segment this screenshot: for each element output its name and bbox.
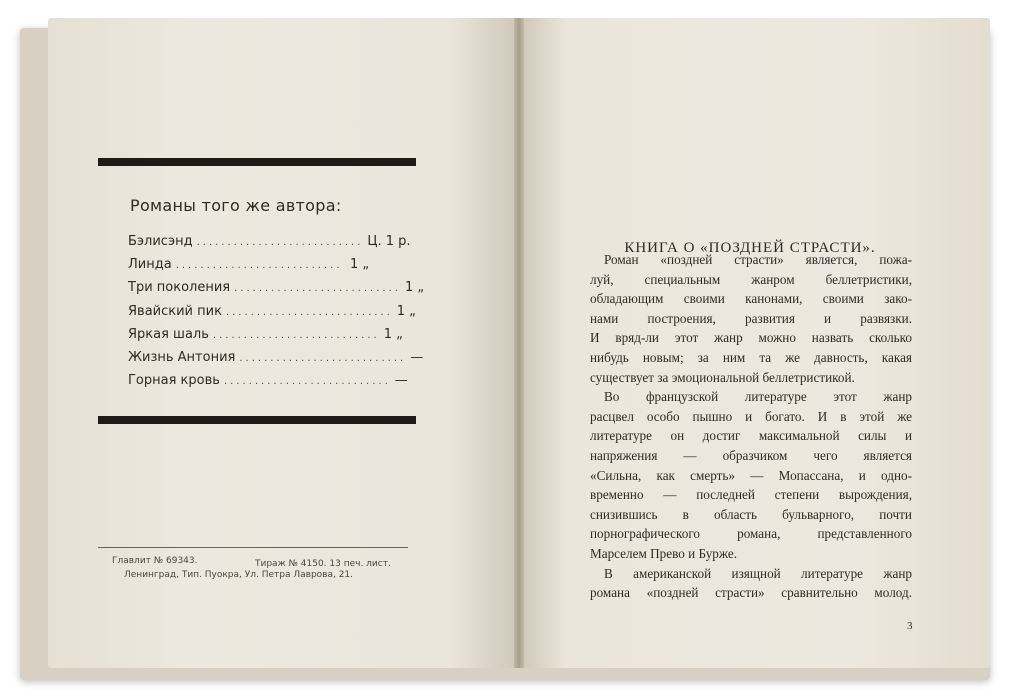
leader-dots: ........................... bbox=[196, 237, 364, 248]
book-list-item bbox=[128, 257, 398, 280]
text-line: И вряд-ли этот жанр можно назвать сколько bbox=[590, 330, 912, 346]
book-title: Линда bbox=[128, 257, 172, 273]
text-line: литературе он достиг максимальной силы и bbox=[590, 428, 912, 444]
book-spine bbox=[514, 18, 524, 668]
imprint-print-run: Тираж № 4150. 13 печ. лист. bbox=[255, 559, 391, 569]
book-list-item bbox=[128, 373, 408, 396]
book-list-item bbox=[128, 234, 411, 257]
book-price: 1 „ bbox=[383, 326, 403, 342]
text-line: обладающим своими канонами, своими зако- bbox=[590, 291, 912, 307]
book-price: Ц. 1 р. bbox=[367, 234, 411, 249]
book-list bbox=[128, 234, 425, 396]
book-title: Три поколения bbox=[128, 280, 231, 296]
book-price: 1 „ bbox=[404, 280, 425, 296]
text-line: В американской изящной литературе жанр bbox=[604, 565, 912, 581]
imprint-censor-number: Главлит № 69343. bbox=[112, 556, 198, 566]
leader-dots: ........................... bbox=[212, 329, 380, 341]
text-line: Роман «поздней страсти» является, пожа- bbox=[604, 252, 912, 267]
book-price: 1 „ bbox=[350, 257, 370, 273]
leader-dots: ........................... bbox=[234, 283, 401, 295]
book-list-item bbox=[128, 280, 425, 303]
bottom-decorative-rule bbox=[98, 416, 416, 424]
book-title: Жизнь Антония bbox=[128, 349, 236, 365]
top-decorative-rule bbox=[98, 158, 416, 166]
book-price: 1 „ bbox=[396, 303, 416, 319]
text-line: романа «поздней страсти» сравнительно молод. bbox=[590, 585, 912, 601]
text-line: Марселем Прево и Бурже. bbox=[590, 545, 737, 561]
text-line: расцвел особо пышно и богато. И в этой же bbox=[590, 408, 912, 424]
text-line: снизившись в область бульварного, почти bbox=[590, 506, 912, 522]
leader-dots: ........................... bbox=[225, 306, 393, 318]
book-list-item bbox=[128, 326, 403, 350]
book-price: — bbox=[394, 373, 408, 389]
chapter-title: КНИГА О «ПОЗДНЕЙ СТРАСТИ». bbox=[624, 240, 876, 256]
imprint-printer-address: Ленинград, Тип. Пуокра, Ул. Петра Лаврова, 21. bbox=[124, 570, 354, 580]
text-line: порнографического романа, представленного bbox=[590, 526, 912, 542]
text-line: нибудь новым; за ним та же давность, какая bbox=[590, 349, 912, 365]
imprint-divider bbox=[98, 547, 408, 548]
book-list-item bbox=[128, 349, 424, 373]
text-line: луй, специальным жанром беллетристики, bbox=[590, 271, 912, 287]
book-title: Горная кровь bbox=[128, 373, 220, 389]
leader-dots: ........................... bbox=[223, 376, 391, 388]
page-number: 3 bbox=[907, 620, 913, 632]
body-text bbox=[590, 250, 912, 603]
text-line: напряжения — образчиком чего является bbox=[590, 447, 912, 463]
text-line: временно — последней степени вырождения, bbox=[590, 487, 912, 503]
book-title: Бэлисэнд bbox=[128, 234, 193, 249]
text-line: существует за эмоциональной беллетристикой. bbox=[590, 369, 855, 385]
text-line: «Сильна, как смерть» — Мопассана, и одно- bbox=[590, 467, 912, 483]
book-list-heading: Романы того же автора: bbox=[130, 196, 342, 215]
book-title: Яркая шаль bbox=[128, 326, 209, 342]
text-line: Во французской литературе этот жанр bbox=[604, 389, 912, 405]
book-price: — bbox=[410, 349, 424, 365]
book-title: Явайский пик bbox=[128, 303, 222, 319]
book-list-item bbox=[128, 303, 416, 327]
text-line: нами построения, развития и развязки. bbox=[590, 310, 912, 326]
leader-dots: ........................... bbox=[239, 352, 407, 364]
leader-dots: ........................... bbox=[175, 260, 343, 272]
